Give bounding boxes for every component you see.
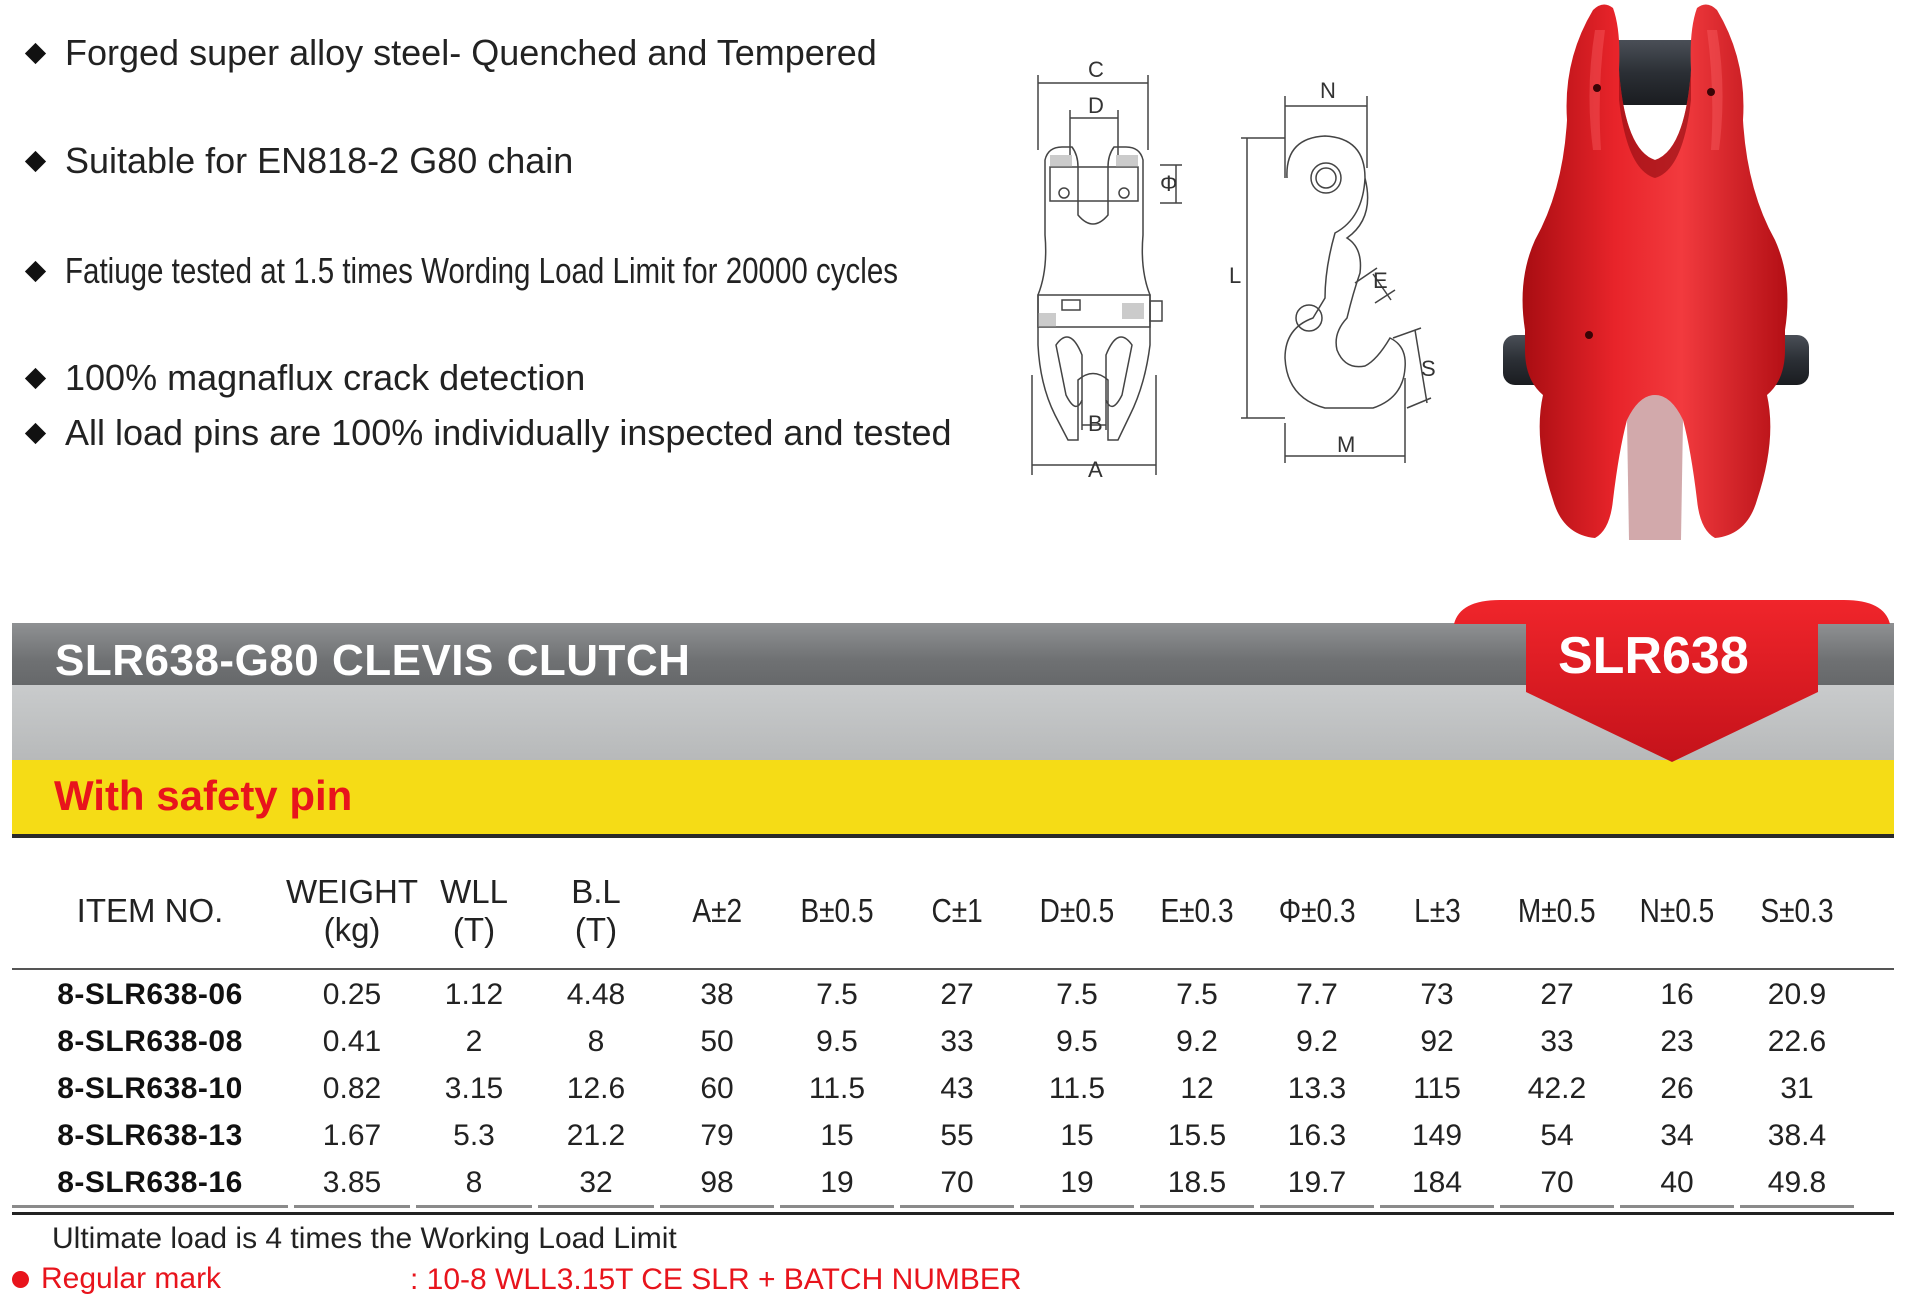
dimension-label-d: D	[1088, 93, 1104, 118]
cell-wll: 8	[465, 1166, 483, 1199]
col-header-text: E±0.3	[1160, 892, 1234, 930]
col-header-text: B.L	[571, 873, 621, 911]
spec-table	[12, 852, 1894, 1205]
col-header-text: L±3	[1413, 892, 1461, 930]
cell-e: 15.5	[1167, 1119, 1227, 1152]
cell-b: 9.5	[816, 1025, 858, 1058]
cell-e: 12	[1180, 1072, 1214, 1105]
cell-n: 40	[1660, 1166, 1694, 1199]
cell-underline	[1140, 1205, 1254, 1208]
feature-text: Suitable for EN818-2 G80 chain	[65, 140, 574, 181]
table-row	[12, 1111, 1894, 1158]
cell-d: 9.5	[1056, 1025, 1098, 1058]
cell-underline	[660, 1205, 774, 1208]
cell-s: 49.8	[1767, 1166, 1827, 1199]
feature-text: 100% magnaflux crack detection	[65, 357, 586, 398]
cell-d: 11.5	[1048, 1072, 1106, 1105]
dimension-label-phi: Φ	[1160, 171, 1178, 196]
cell-c: 70	[940, 1166, 974, 1199]
col-header-phi	[1260, 852, 1374, 970]
cell-n: 34	[1660, 1119, 1694, 1152]
cell-phi: 13.3	[1287, 1072, 1347, 1105]
cell-underline	[1620, 1205, 1734, 1208]
cell-underline	[780, 1205, 894, 1208]
diamond-bullet-icon	[25, 42, 46, 63]
cell-a: 79	[700, 1119, 734, 1152]
cell-underline	[1020, 1205, 1134, 1208]
cell-weight: 1.67	[322, 1119, 382, 1152]
cell-l: 115	[1413, 1072, 1461, 1105]
cell-b: 19	[820, 1166, 854, 1199]
col-header-a	[660, 852, 774, 970]
cell-bl: 32	[579, 1166, 613, 1199]
col-header-text: C±1	[931, 892, 983, 930]
cell-underline	[900, 1205, 1014, 1208]
cell-wll: 2	[465, 1025, 483, 1058]
product-photo	[1485, 0, 1825, 548]
col-header-text: D±0.5	[1039, 892, 1115, 930]
dimension-label-b: B	[1088, 411, 1103, 436]
cell-wll: 3.15	[444, 1072, 504, 1105]
model-badge: SLR638	[1558, 627, 1749, 685]
col-header-wll	[416, 852, 532, 970]
cell-phi: 19.7	[1287, 1166, 1347, 1199]
cell-d: 15	[1060, 1119, 1094, 1152]
cell-m: 70	[1540, 1166, 1574, 1199]
cell-l: 149	[1411, 1119, 1463, 1152]
cell-a: 60	[700, 1072, 734, 1105]
feature-item	[20, 412, 952, 454]
cell-item-no: 8-SLR638-16	[57, 1166, 243, 1199]
cell-e: 18.5	[1167, 1166, 1227, 1199]
cell-b: 7.5	[816, 978, 858, 1011]
diamond-bullet-icon	[25, 260, 46, 281]
col-header-item-no	[12, 852, 288, 970]
feature-text: Forged super alloy steel- Quenched and Tempered	[65, 32, 877, 73]
col-header-e	[1140, 852, 1254, 970]
cell-s: 38.4	[1767, 1119, 1827, 1152]
cell-a: 38	[700, 978, 734, 1011]
dimension-label-n: N	[1320, 78, 1336, 103]
cell-item-no: 8-SLR638-06	[57, 978, 243, 1011]
col-header-text: S±0.3	[1760, 892, 1834, 930]
cell-s: 20.9	[1767, 978, 1827, 1011]
cell-m: 42.2	[1527, 1072, 1587, 1105]
cell-s: 31	[1780, 1072, 1814, 1105]
header-divider	[12, 834, 1894, 838]
feature-list	[20, 22, 970, 462]
cell-item-no: 8-SLR638-10	[57, 1072, 243, 1105]
cell-bl: 8	[587, 1025, 605, 1058]
cell-underline	[416, 1205, 532, 1208]
cell-l: 73	[1420, 978, 1454, 1011]
col-header-d	[1020, 852, 1134, 970]
cell-a: 98	[700, 1166, 734, 1199]
cell-phi: 7.7	[1296, 978, 1338, 1011]
dimension-label-m: M	[1337, 432, 1356, 457]
col-header-unit: (T)	[452, 911, 496, 948]
cell-m: 33	[1540, 1025, 1574, 1058]
cell-weight: 0.25	[322, 978, 382, 1011]
cell-weight: 0.82	[322, 1072, 382, 1105]
col-header-text: B±0.5	[800, 892, 874, 930]
cell-c: 33	[940, 1025, 974, 1058]
col-header-text: N±0.5	[1639, 892, 1715, 930]
cell-b: 15	[820, 1119, 854, 1152]
cell-m: 27	[1540, 978, 1574, 1011]
cell-c: 27	[940, 978, 974, 1011]
cell-e: 9.2	[1176, 1025, 1218, 1058]
cell-l: 92	[1420, 1025, 1454, 1058]
dimension-label-s: S	[1421, 356, 1436, 381]
col-header-text: WEIGHT	[286, 873, 418, 911]
col-header-unit: (kg)	[323, 911, 381, 948]
cell-weight: 3.85	[322, 1166, 382, 1199]
feature-item	[20, 250, 1081, 292]
col-header-s	[1740, 852, 1854, 970]
table-body	[12, 970, 1894, 1205]
feature-item	[20, 357, 585, 399]
cell-l: 184	[1411, 1166, 1463, 1199]
cell-phi: 16.3	[1287, 1119, 1347, 1152]
cell-b: 11.5	[808, 1072, 866, 1105]
cell-s: 22.6	[1767, 1025, 1827, 1058]
cell-underline	[1260, 1205, 1374, 1208]
col-header-l	[1380, 852, 1494, 970]
cell-n: 23	[1660, 1025, 1694, 1058]
cell-c: 55	[940, 1119, 974, 1152]
col-header-text: Φ±0.3	[1278, 892, 1356, 930]
col-header-text: A±2	[692, 892, 742, 930]
cell-underline	[12, 1205, 288, 1208]
cell-e: 7.5	[1176, 978, 1218, 1011]
col-header-n	[1620, 852, 1734, 970]
technical-drawing-side	[1225, 78, 1445, 468]
cell-n: 26	[1660, 1072, 1694, 1105]
col-header-weight	[286, 852, 418, 970]
subtitle: With safety pin	[54, 772, 353, 819]
cell-bl: 12.6	[566, 1072, 626, 1105]
dimension-label-e: E	[1373, 268, 1388, 293]
cell-a: 50	[700, 1025, 734, 1058]
cell-m: 54	[1540, 1119, 1574, 1152]
cell-underline	[294, 1205, 410, 1208]
cell-item-no: 8-SLR638-08	[57, 1025, 243, 1058]
col-header-text: WLL	[440, 873, 508, 911]
dimension-label-l: L	[1229, 263, 1242, 288]
product-title: SLR638-G80 CLEVIS CLUTCH	[55, 636, 691, 685]
cell-weight: 0.41	[322, 1025, 382, 1058]
col-header-c	[900, 852, 1014, 970]
ultimate-load-note: Ultimate load is 4 times the Working Load Limit	[52, 1222, 677, 1255]
cell-wll: 1.12	[444, 978, 504, 1011]
table-header	[12, 852, 1894, 970]
feature-item	[20, 32, 877, 74]
regular-mark-label	[12, 1262, 221, 1296]
table-row	[12, 1158, 1894, 1205]
col-header-text: ITEM NO.	[76, 892, 224, 930]
cell-phi: 9.2	[1296, 1025, 1338, 1058]
cell-bl: 21.2	[566, 1119, 626, 1152]
table-row	[12, 970, 1894, 1017]
regular-mark-text: Regular mark	[41, 1262, 222, 1295]
feature-text: Fatiuge tested at 1.5 times Wording Load Limit for 20000 cycles	[65, 250, 899, 291]
col-header-unit: (T)	[574, 911, 618, 948]
dimension-label-c: C	[1088, 57, 1104, 82]
col-header-m	[1500, 852, 1614, 970]
table-row	[12, 1017, 1894, 1064]
cell-n: 16	[1660, 978, 1694, 1011]
technical-drawing-front	[1000, 55, 1200, 485]
diamond-bullet-icon	[25, 150, 46, 171]
cell-wll: 5.3	[453, 1119, 495, 1152]
cell-bl: 4.48	[566, 978, 626, 1011]
cell-d: 7.5	[1056, 978, 1098, 1011]
regular-mark-value: : 10-8 WLL3.15T CE SLR + BATCH NUMBER	[410, 1263, 1022, 1296]
red-dot-icon	[12, 1271, 29, 1288]
diamond-bullet-icon	[25, 422, 46, 443]
col-header-b	[780, 852, 894, 970]
table-row	[12, 1064, 1894, 1111]
feature-item	[20, 140, 573, 182]
col-header-text: M±0.5	[1518, 892, 1596, 930]
dimension-label-a: A	[1088, 457, 1103, 482]
cell-d: 19	[1060, 1166, 1094, 1199]
col-header-bl	[538, 852, 654, 970]
cell-underline	[1380, 1205, 1494, 1208]
cell-item-no: 8-SLR638-13	[57, 1119, 243, 1152]
cell-c: 43	[940, 1072, 974, 1105]
cell-underline	[1740, 1205, 1854, 1208]
diamond-bullet-icon	[25, 367, 46, 388]
feature-text: All load pins are 100% individually inspected and tested	[65, 412, 952, 453]
cell-underline	[1500, 1205, 1614, 1208]
table-bottom-rule	[12, 1212, 1894, 1215]
cell-underline	[538, 1205, 654, 1208]
